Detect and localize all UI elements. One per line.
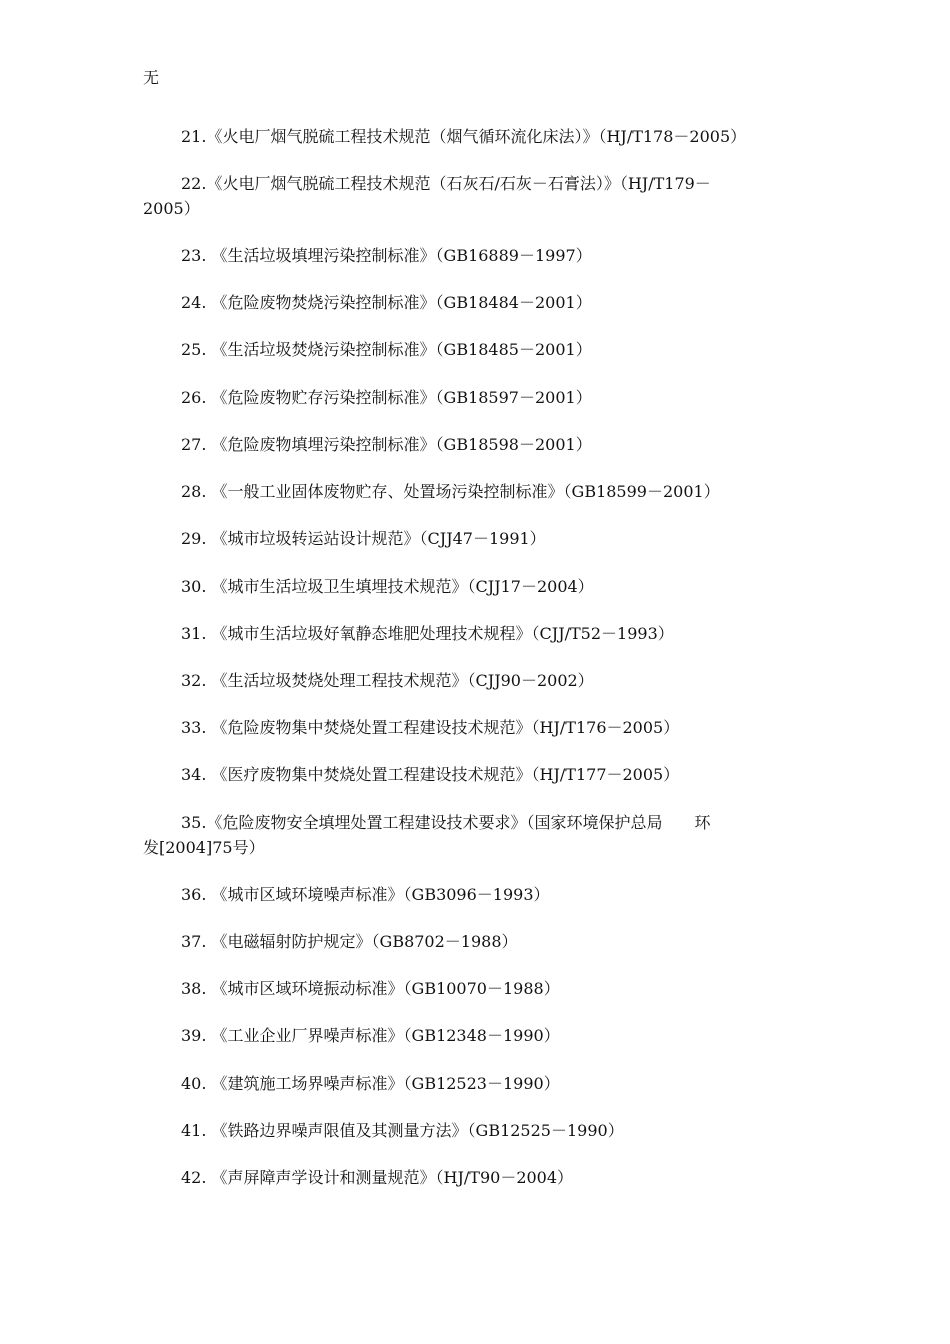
list-item-22: 22.《火电厂烟气脱硫工程技术规范（石灰石/石灰－石膏法）》（HJ/T179－ (181, 174, 711, 193)
list-item-28: 28. 《一般工业固体废物贮存、处置场污染控制标准》（GB18599－2001） (181, 482, 720, 501)
list-item-29: 29. 《城市垃圾转运站设计规范》（CJJ47－1991） (181, 529, 546, 548)
list-item-32: 32. 《生活垃圾焚烧处理工程技术规范》（CJJ90－2002） (181, 671, 594, 690)
list-item-24: 24. 《危险废物焚烧污染控制标准》（GB18484－2001） (181, 293, 592, 312)
list-item-35: 35.《危险废物安全填埋处置工程建设技术要求》（国家环境保护总局 环 (181, 813, 711, 832)
list-item-42: 42. 《声屏障声学设计和测量规范》（HJ/T90－2004） (181, 1168, 574, 1187)
list-item-34: 34. 《医疗废物集中焚烧处置工程建设技术规范》（HJ/T177－2005） (181, 765, 680, 784)
list-item-37: 37. 《电磁辐射防护规定》（GB8702－1988） (181, 932, 518, 951)
list-item-21: 21.《火电厂烟气脱硫工程技术规范（烟气循环流化床法）》（HJ/T178－2005） (181, 127, 747, 146)
list-item-40: 40. 《建筑施工场界噪声标准》（GB12523－1990） (181, 1074, 560, 1093)
list-item-30: 30. 《城市生活垃圾卫生填埋技术规范》（CJJ17－2004） (181, 577, 594, 596)
list-item-33: 33. 《危险废物集中焚烧处置工程建设技术规范》（HJ/T176－2005） (181, 718, 680, 737)
list-item-25: 25. 《生活垃圾焚烧污染控制标准》（GB18485－2001） (181, 340, 592, 359)
list-item-38: 38. 《城市区域环境振动标准》（GB10070－1988） (181, 979, 560, 998)
list-item-35-continuation: 发[2004]75号） (143, 838, 265, 857)
list-item-26: 26. 《危险废物贮存污染控制标准》（GB18597－2001） (181, 388, 592, 407)
list-item-23: 23. 《生活垃圾填埋污染控制标准》（GB16889－1997） (181, 246, 592, 265)
list-item-39: 39. 《工业企业厂界噪声标准》（GB12348－1990） (181, 1026, 560, 1045)
list-item-36: 36. 《城市区域环境噪声标准》（GB3096－1993） (181, 885, 550, 904)
list-item-22-continuation: 2005） (143, 199, 200, 218)
list-item-31: 31. 《城市生活垃圾好氧静态堆肥处理技术规程》（CJJ/T52－1993） (181, 624, 674, 643)
list-item-41: 41. 《铁路边界噪声限值及其测量方法》（GB12525－1990） (181, 1121, 624, 1140)
lead-text: 无 (143, 68, 160, 87)
list-item-27: 27. 《危险废物填埋污染控制标准》（GB18598－2001） (181, 435, 592, 454)
